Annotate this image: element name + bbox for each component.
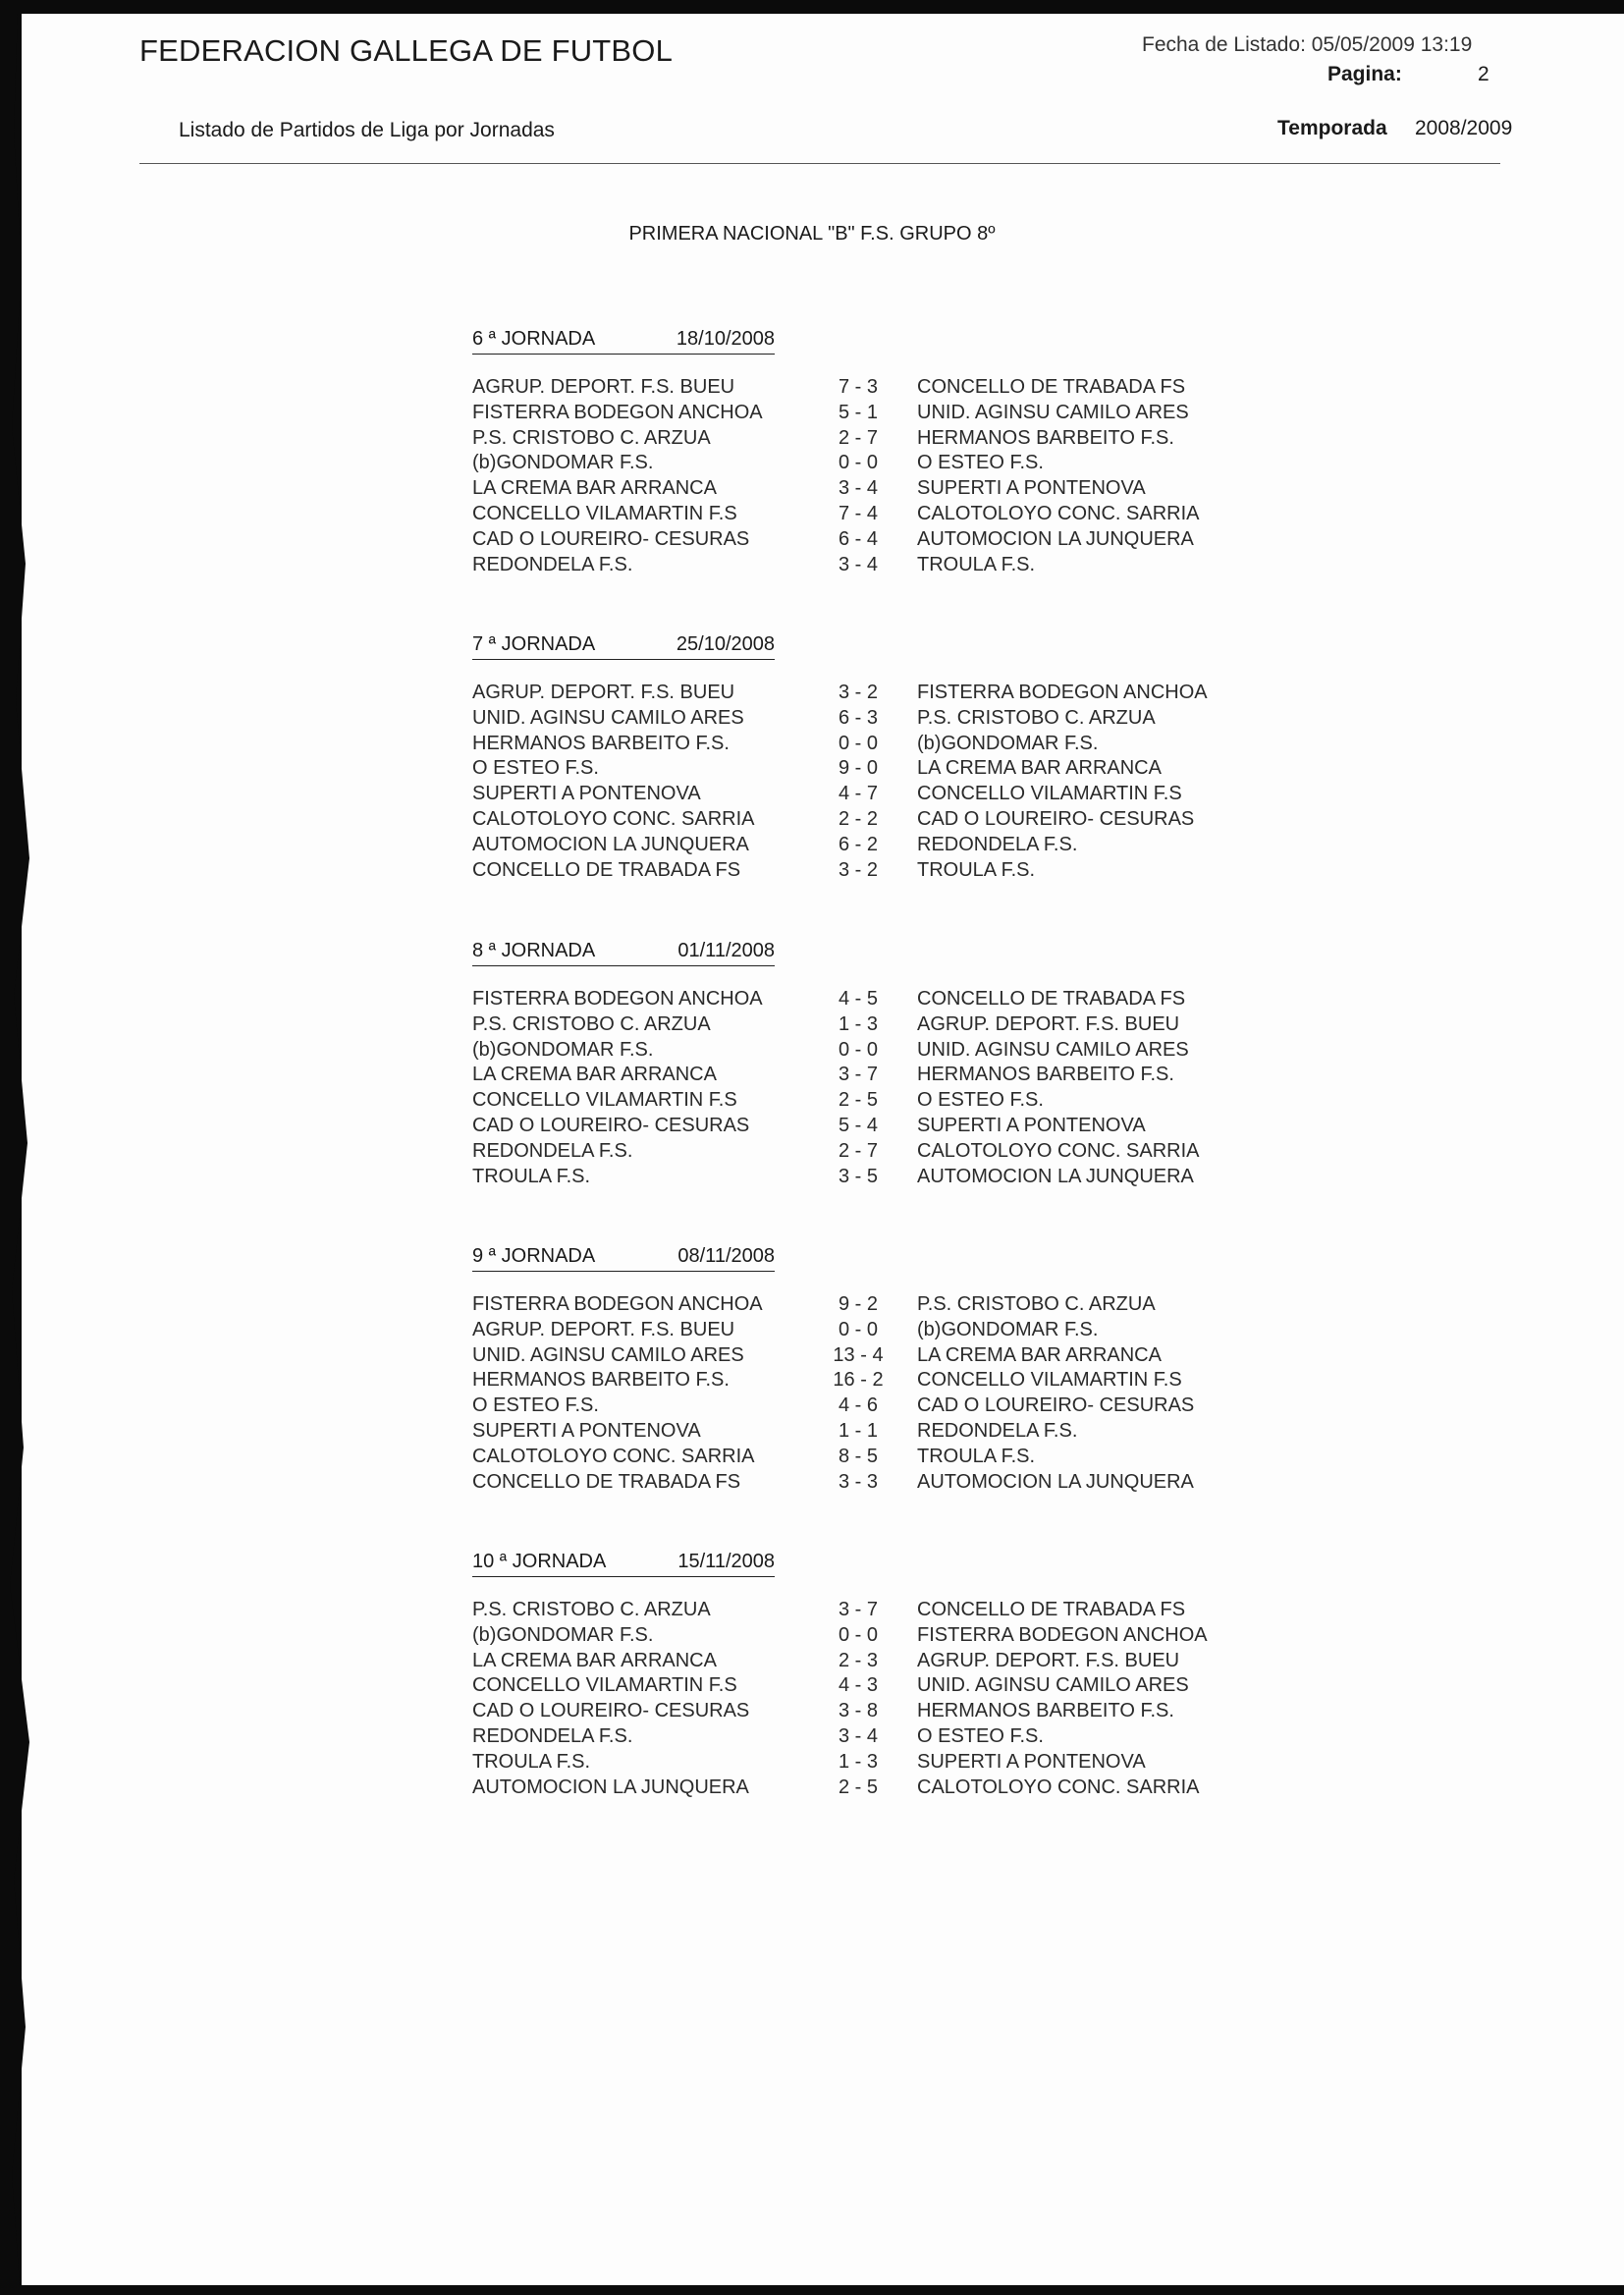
match-row [472,783,1317,808]
round-block [472,1241,1317,1496]
away-team: LA CREMA BAR ARRANCA [917,1343,1162,1366]
match-score: 3 - 2 [838,682,879,703]
match-list [472,988,1317,1190]
away-team: SUPERTI A PONTENOVA [917,477,1146,500]
away-team: CALOTOLOYO CONC. SARRIA [917,1139,1200,1162]
match-row [472,1674,1317,1700]
home-team: REDONDELA F.S. [472,1724,633,1747]
match-score: 2 - 3 [838,1649,879,1671]
match-score: 3 - 5 [838,1165,879,1187]
away-team: HERMANOS BARBEITO F.S. [917,1064,1174,1086]
match-score: 2 - 2 [838,807,879,830]
match-row [472,1115,1317,1140]
match-row [472,1471,1317,1497]
match-row [472,1624,1317,1650]
match-score: 2 - 5 [838,1089,879,1112]
match-score: 16 - 2 [833,1369,884,1392]
round-label: 6 ª JORNADA [472,328,596,350]
match-row [472,427,1317,453]
match-row [472,1599,1317,1624]
away-team: (b)GONDOMAR F.S. [917,1318,1099,1340]
away-team: SUPERTI A PONTENOVA [917,1114,1146,1136]
home-team: O ESTEO F.S. [472,757,599,780]
home-team: CONCELLO DE TRABADA FS [472,858,741,881]
away-team: CALOTOLOYO CONC. SARRIA [917,502,1200,524]
match-score: 1 - 3 [838,1012,879,1035]
home-team: P.S. CRISTOBO C. ARZUA [472,1599,711,1620]
away-team: CONCELLO DE TRABADA FS [917,1599,1186,1620]
match-row [472,1700,1317,1725]
away-team: P.S. CRISTOBO C. ARZUA [917,706,1156,729]
away-team: P.S. CRISTOBO C. ARZUA [917,1293,1156,1315]
round-date: 08/11/2008 [677,1245,775,1267]
match-score: 0 - 0 [838,732,879,754]
home-team: (b)GONDOMAR F.S. [472,1038,654,1061]
match-score: 3 - 8 [838,1700,879,1722]
match-score: 6 - 4 [838,527,879,550]
round-date: 01/11/2008 [677,940,775,961]
match-list [472,1293,1317,1496]
away-team: CAD O LOUREIRO- CESURAS [917,807,1195,830]
match-score: 8 - 5 [838,1445,879,1467]
home-team: CAD O LOUREIRO- CESURAS [472,1700,750,1722]
home-team: CONCELLO VILAMARTIN F.S [472,1674,737,1697]
match-list [472,1599,1317,1801]
match-score: 1 - 1 [838,1419,879,1442]
away-team: AUTOMOCION LA JUNQUERA [917,1470,1194,1493]
home-team: CONCELLO DE TRABADA FS [472,1470,741,1493]
round-header [472,324,775,355]
away-team: SUPERTI A PONTENOVA [917,1750,1146,1773]
round-block [472,936,1317,1190]
match-score: 5 - 1 [838,401,879,423]
match-score: 0 - 0 [838,1318,879,1340]
match-row [472,1394,1317,1420]
match-row [472,1319,1317,1344]
match-score: 2 - 7 [838,426,879,449]
match-score: 0 - 0 [838,1623,879,1646]
match-score: 0 - 0 [838,1038,879,1061]
match-row [472,1039,1317,1065]
match-score: 7 - 3 [838,376,879,398]
home-team: TROULA F.S. [472,1165,591,1187]
round-date: 18/10/2008 [676,328,775,350]
away-team: CONCELLO VILAMARTIN F.S [917,1369,1182,1392]
match-score: 3 - 2 [838,858,879,881]
round-date: 25/10/2008 [676,633,775,655]
round-label: 9 ª JORNADA [472,1245,596,1267]
match-score: 9 - 2 [838,1293,879,1315]
match-row [472,1064,1317,1089]
match-row [472,988,1317,1013]
match-score: 3 - 4 [838,477,879,500]
match-row [472,554,1317,579]
away-team: CONCELLO DE TRABADA FS [917,988,1186,1010]
round-label: 10 ª JORNADA [472,1551,607,1572]
home-team: FISTERRA BODEGON ANCHOA [472,401,763,423]
match-score: 4 - 5 [838,988,879,1010]
round-label: 7 ª JORNADA [472,633,596,655]
away-team: O ESTEO F.S. [917,452,1044,474]
away-team: O ESTEO F.S. [917,1089,1044,1112]
home-team: AUTOMOCION LA JUNQUERA [472,833,749,855]
away-team: AUTOMOCION LA JUNQUERA [917,1165,1194,1187]
round-block [472,629,1317,884]
away-team: UNID. AGINSU CAMILO ARES [917,1038,1189,1061]
match-row [472,503,1317,528]
away-team: FISTERRA BODEGON ANCHOA [917,1623,1208,1646]
home-team: (b)GONDOMAR F.S. [472,1623,654,1646]
match-row [472,452,1317,477]
away-team: CONCELLO VILAMARTIN F.S [917,783,1182,805]
round-header [472,936,775,966]
listing-date: Fecha de Listado: 05/05/2009 13:19 [1142,33,1473,56]
match-row [472,1013,1317,1039]
home-team: CALOTOLOYO CONC. SARRIA [472,1445,755,1467]
match-row [472,1369,1317,1394]
federation-title: FEDERACION GALLEGA DE FUTBOL [139,33,674,68]
page-label: Pagina: [1327,63,1402,85]
match-list [472,376,1317,578]
match-row [472,477,1317,503]
away-team: TROULA F.S. [917,553,1036,575]
away-team: REDONDELA F.S. [917,1419,1078,1442]
home-team: CONCELLO VILAMARTIN F.S [472,1089,737,1112]
away-team: UNID. AGINSU CAMILO ARES [917,1674,1189,1697]
home-team: REDONDELA F.S. [472,1139,633,1162]
match-row [472,1140,1317,1166]
round-header [472,629,775,660]
match-row [472,1293,1317,1319]
match-score: 3 - 3 [838,1470,879,1493]
torn-left-edge [0,14,59,2285]
match-row [472,682,1317,707]
match-score: 6 - 2 [838,833,879,855]
home-team: AGRUP. DEPORT. F.S. BUEU [472,1318,735,1340]
away-team: AGRUP. DEPORT. F.S. BUEU [917,1649,1180,1671]
match-row [472,1089,1317,1115]
match-score: 3 - 4 [838,553,879,575]
home-team: LA CREMA BAR ARRANCA [472,477,717,500]
home-team: REDONDELA F.S. [472,553,633,575]
match-row [472,1344,1317,1370]
season-label: Temporada [1277,117,1387,139]
home-team: CONCELLO VILAMARTIN F.S [472,502,737,524]
away-team: AGRUP. DEPORT. F.S. BUEU [917,1012,1180,1035]
match-score: 13 - 4 [833,1343,884,1366]
away-team: CALOTOLOYO CONC. SARRIA [917,1776,1200,1798]
page-number: 2 [1478,63,1489,85]
home-team: P.S. CRISTOBO C. ARZUA [472,1012,711,1035]
away-team: TROULA F.S. [917,1445,1036,1467]
home-team: LA CREMA BAR ARRANCA [472,1649,717,1671]
match-score: 6 - 3 [838,706,879,729]
away-team: AUTOMOCION LA JUNQUERA [917,527,1194,550]
round-label: 8 ª JORNADA [472,940,596,961]
match-row [472,1166,1317,1191]
competition-title: PRIMERA NACIONAL "B" F.S. GRUPO 8º [628,223,996,245]
match-score: 7 - 4 [838,502,879,524]
home-team: AGRUP. DEPORT. F.S. BUEU [472,682,735,703]
match-score: 9 - 0 [838,757,879,780]
home-team: AUTOMOCION LA JUNQUERA [472,1776,749,1798]
match-row [472,1446,1317,1471]
match-row [472,757,1317,783]
match-score: 0 - 0 [838,452,879,474]
match-score: 4 - 7 [838,783,879,805]
away-team: (b)GONDOMAR F.S. [917,732,1099,754]
match-score: 4 - 3 [838,1674,879,1697]
match-row [472,707,1317,733]
match-row [472,1751,1317,1776]
match-row [472,402,1317,427]
home-team: FISTERRA BODEGON ANCHOA [472,1293,763,1315]
header-divider [139,163,1500,164]
round-block [472,1547,1317,1801]
away-team: CONCELLO DE TRABADA FS [917,376,1186,398]
match-row [472,808,1317,834]
round-header [472,1547,775,1577]
away-team: HERMANOS BARBEITO F.S. [917,1700,1174,1722]
match-score: 5 - 4 [838,1114,879,1136]
home-team: SUPERTI A PONTENOVA [472,783,701,805]
round-header [472,1241,775,1272]
match-score: 1 - 3 [838,1750,879,1773]
listing-subtitle: Listado de Partidos de Liga por Jornadas [179,119,555,141]
match-row [472,733,1317,758]
match-score: 3 - 7 [838,1599,879,1620]
match-row [472,834,1317,859]
match-row [472,1776,1317,1802]
match-row [472,376,1317,402]
away-team: LA CREMA BAR ARRANCA [917,757,1162,780]
home-team: SUPERTI A PONTENOVA [472,1419,701,1442]
round-date: 15/11/2008 [677,1551,775,1572]
match-score: 4 - 6 [838,1394,879,1417]
home-team: CALOTOLOYO CONC. SARRIA [472,807,755,830]
home-team: HERMANOS BARBEITO F.S. [472,732,730,754]
home-team: TROULA F.S. [472,1750,591,1773]
match-row [472,859,1317,885]
away-team: TROULA F.S. [917,858,1036,881]
home-team: UNID. AGINSU CAMILO ARES [472,706,744,729]
home-team: FISTERRA BODEGON ANCHOA [472,988,763,1010]
away-team: CAD O LOUREIRO- CESURAS [917,1394,1195,1417]
match-score: 2 - 7 [838,1139,879,1162]
home-team: UNID. AGINSU CAMILO ARES [472,1343,744,1366]
match-row [472,1650,1317,1675]
home-team: (b)GONDOMAR F.S. [472,452,654,474]
away-team: HERMANOS BARBEITO F.S. [917,426,1174,449]
season-value: 2008/2009 [1415,117,1513,139]
match-score: 2 - 5 [838,1776,879,1798]
match-row [472,1725,1317,1751]
home-team: CAD O LOUREIRO- CESURAS [472,1114,750,1136]
home-team: CAD O LOUREIRO- CESURAS [472,527,750,550]
away-team: REDONDELA F.S. [917,833,1078,855]
round-block [472,324,1317,578]
home-team: LA CREMA BAR ARRANCA [472,1064,717,1086]
match-score: 3 - 7 [838,1064,879,1086]
match-row [472,1420,1317,1446]
away-team: UNID. AGINSU CAMILO ARES [917,401,1189,423]
away-team: O ESTEO F.S. [917,1724,1044,1747]
match-row [472,528,1317,554]
home-team: P.S. CRISTOBO C. ARZUA [472,426,711,449]
home-team: HERMANOS BARBEITO F.S. [472,1369,730,1392]
home-team: O ESTEO F.S. [472,1394,599,1417]
match-list [472,682,1317,884]
match-score: 3 - 4 [838,1724,879,1747]
home-team: AGRUP. DEPORT. F.S. BUEU [472,376,735,398]
away-team: FISTERRA BODEGON ANCHOA [917,682,1208,703]
